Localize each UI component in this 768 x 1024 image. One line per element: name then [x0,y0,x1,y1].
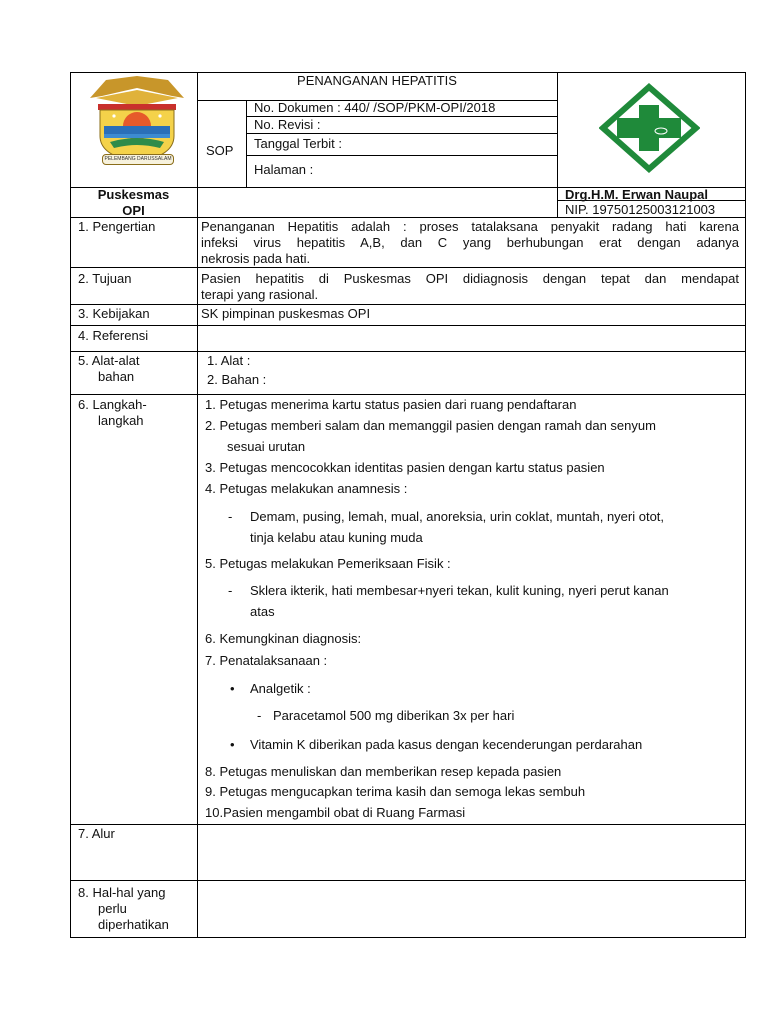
alat-item-1: 1. Alat : [207,353,251,368]
signer-name: Drg.H.M. Erwan Naupal [565,187,709,202]
step-2-line-2: sesuai urutan [227,439,306,454]
step-7-bullet-1: • [230,681,235,696]
step-7-analgetik: Analgetik : [250,681,311,696]
row-line-2 [70,267,746,268]
kebijakan-text: SK pimpinan puskesmas OPI [201,306,371,321]
step-10: 10.Pasien mengambil obat di Ruang Farmasi [205,805,466,820]
step-6: 6. Kemungkinan diagnosis: [205,631,362,646]
step-3: 3. Petugas mencocokkan identitas pasien dengan kartu status pasien [205,460,605,475]
step-7-dash: - [257,708,262,723]
step-5: 5. Petugas melakukan Pemeriksaan Fisik : [205,556,451,571]
tanggal-terbit-field: Tanggal Terbit : [254,136,342,151]
column-divider-header-right [557,72,558,217]
step-4: 4. Petugas melakukan anamnesis : [205,481,408,496]
puskesmas-logo [599,83,700,173]
section-referensi-label: 4. Referensi [78,328,149,343]
step-5-sub-line-2: atas [250,604,275,619]
step-4-sub-line-1: Demam, pusing, lemah, mual, anoreksia, urin coklat, muntah, nyeri otot, [250,509,665,524]
row-line-8 [70,880,746,881]
step-1: 1. Petugas menerima kartu status pasien dari ruang pendaftaran [205,397,577,412]
step-5-dash: - [228,583,233,598]
alat-item-2: 2. Bahan : [207,372,267,387]
step-5-sub-line-1: Sklera ikterik, hati membesar+nyeri tekan, kulit kuning, nyeri perut kanan [250,583,669,598]
puskesmas-cross-icon [599,83,700,173]
step-7-paracetamol: Paracetamol 500 mg diberikan 3x per hari [273,708,515,723]
step-4-sub-line-2: tinja kelabu atau kuning muda [250,530,423,545]
section-langkah-label-2: langkah [98,413,144,428]
no-revisi-field: No. Revisi : [254,117,321,132]
row-line-5 [70,351,746,352]
row-line-revisi [246,133,557,134]
city-emblem-icon [88,76,186,164]
pengertian-line-3: nekrosis pada hati. [201,251,311,266]
section-alat-label-2: bahan [98,369,135,384]
sop-label: SOP [206,143,234,158]
row-line-4 [70,325,746,326]
pengertian-line-2: infeksi virus hepatitis A,B, dan C yang berhubungan erat dengan adanya [201,235,739,250]
section-hal-label-3: diperhatikan [98,917,169,932]
step-7: 7. Penatalaksanaan : [205,653,328,668]
org-name-line1: Puskesmas [97,187,170,202]
pengertian-line-1: Penanganan Hepatitis adalah : proses tatalaksana penyakit radang hati karena [201,219,739,234]
step-7-bullet-2: • [230,737,235,752]
step-2-line-1: 2. Petugas memberi salam dan memanggil pasien dengan ramah dan senyum [205,418,656,433]
section-langkah-label-1: 6. Langkah- [78,397,147,412]
city-logo-banner: PELEMBANG DARUSSALAM [102,154,174,165]
row-line-6 [70,394,746,395]
section-kebijakan-label: 3. Kebijakan [78,306,150,321]
section-pengertian-label: 1. Pengertian [78,219,156,234]
table-border-right [745,72,746,938]
step-4-dash: - [228,509,233,524]
step-7-vitamin-k: Vitamin K diberikan pada kasus dengan kecenderungan perdarahan [250,737,643,752]
row-line-3 [70,304,746,305]
step-9: 9. Petugas mengucapkan terima kasih dan semoga lekas sembuh [205,784,586,799]
halaman-field: Halaman : [254,162,314,177]
signer-nip: NIP. 19750125003121003 [565,202,716,217]
org-name-line2: OPI [122,203,145,218]
city-logo [88,76,186,164]
table-border-bottom [70,937,746,938]
section-alur-label: 7. Alur [78,826,115,841]
row-line-tanggal [246,155,557,156]
no-dokumen-field: No. Dokumen : 440/ /SOP/PKM-OPI/2018 [254,100,496,115]
section-tujuan-label: 2. Tujuan [78,271,132,286]
tujuan-line-2: terapi yang rasional. [201,287,319,302]
step-8: 8. Petugas menuliskan dan memberikan resep kepada pasien [205,764,562,779]
section-alat-label-1: 5. Alat-alat [78,353,140,368]
column-divider-main [197,72,198,938]
document-title: PENANGANAN HEPATITIS [297,73,457,88]
tujuan-line-1: Pasien hepatitis di Puskesmas OPI didiagnosis dengan tepat dan mendapat [201,271,739,286]
column-divider-sop [246,100,247,187]
row-line-7 [70,824,746,825]
section-hal-label-2: perlu [98,901,127,916]
section-hal-label-1: 8. Hal-hal yang [78,885,166,900]
